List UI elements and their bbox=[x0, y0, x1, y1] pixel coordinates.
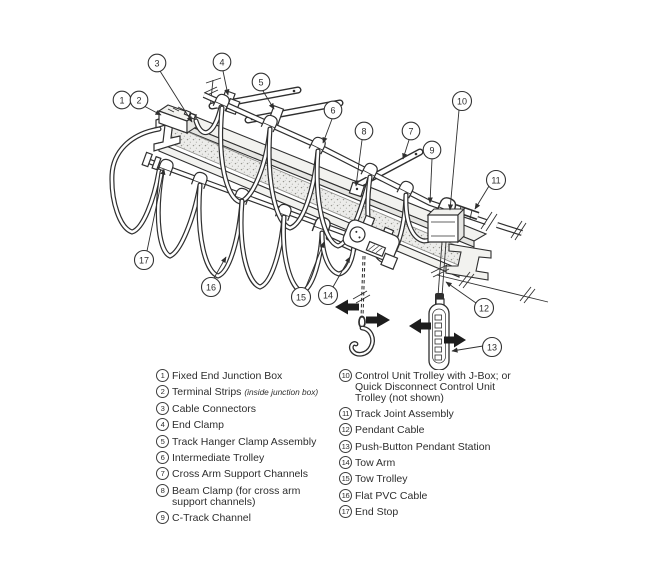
legend-num-8: 8 bbox=[156, 484, 169, 497]
legend-num-6: 6 bbox=[156, 451, 169, 464]
legend-num-9: 9 bbox=[156, 511, 169, 524]
callout-9 bbox=[423, 141, 441, 159]
legend-num-1: 1 bbox=[156, 369, 169, 382]
callout-12 bbox=[475, 299, 494, 318]
legend-item-14 bbox=[339, 458, 517, 469]
legend-label: Cross Arm Support Channels bbox=[172, 468, 308, 481]
callout-6 bbox=[324, 101, 342, 119]
legend-num-11: 11 bbox=[339, 407, 352, 420]
legend-item-1 bbox=[156, 371, 328, 382]
legend-item-12 bbox=[339, 425, 517, 436]
legend-item-16 bbox=[339, 491, 517, 502]
callout-16 bbox=[202, 278, 221, 297]
legend-label: End Stop bbox=[355, 506, 399, 519]
legend-label: End Clamp bbox=[172, 419, 224, 432]
legend-item-6 bbox=[156, 453, 328, 464]
legend-label: Push-Button Pendant Station bbox=[355, 440, 491, 453]
legend-num-10: 10 bbox=[339, 369, 352, 382]
svg-text:17: 17 bbox=[138, 255, 150, 266]
legend-label: Intermediate Trolley bbox=[172, 451, 265, 464]
legend-num-12: 12 bbox=[339, 423, 352, 436]
legend-label: Cable Connectors bbox=[172, 402, 257, 415]
callout-13 bbox=[483, 338, 502, 357]
arrow-right-icon bbox=[366, 313, 390, 328]
legend-item-2 bbox=[156, 387, 328, 398]
legend-num-16: 16 bbox=[339, 489, 352, 502]
callout-4 bbox=[213, 53, 231, 71]
callout-5 bbox=[252, 73, 270, 91]
svg-text:4: 4 bbox=[219, 57, 225, 68]
legend-label: Beam Clamp (for cross arm support channels) bbox=[172, 484, 301, 508]
svg-text:15: 15 bbox=[295, 292, 307, 303]
callout-7 bbox=[402, 122, 420, 140]
svg-text:1: 1 bbox=[119, 95, 125, 106]
legend-num-15: 15 bbox=[339, 472, 352, 485]
legend-item-17 bbox=[339, 507, 517, 518]
legend-num-4: 4 bbox=[156, 418, 169, 431]
callout-11 bbox=[487, 171, 506, 190]
svg-text:6: 6 bbox=[330, 105, 336, 116]
legend-right-column bbox=[339, 371, 517, 524]
legend-label: Terminal Strips (inside junction box) bbox=[172, 386, 319, 399]
legend-num-7: 7 bbox=[156, 467, 169, 480]
svg-text:2: 2 bbox=[136, 95, 142, 106]
legend-item-15 bbox=[339, 474, 517, 485]
legend-item-3 bbox=[156, 404, 328, 415]
legend-num-5: 5 bbox=[156, 435, 169, 448]
callout-3 bbox=[148, 54, 166, 72]
legend-label: Tow Arm bbox=[355, 456, 396, 469]
svg-text:8: 8 bbox=[361, 126, 367, 137]
svg-text:14: 14 bbox=[322, 290, 334, 301]
svg-text:16: 16 bbox=[205, 282, 217, 293]
legend-label: Pendant Cable bbox=[355, 424, 425, 437]
legend-num-17: 17 bbox=[339, 505, 352, 518]
legend-item-11 bbox=[339, 409, 517, 420]
legend-label: Tow Trolley bbox=[355, 473, 408, 486]
callout-17 bbox=[135, 251, 154, 270]
svg-text:9: 9 bbox=[429, 145, 435, 156]
arrow-left-icon bbox=[409, 319, 431, 334]
legend-label: Track Hanger Clamp Assembly bbox=[172, 435, 317, 448]
svg-text:3: 3 bbox=[154, 58, 160, 69]
legend-label: C-Track Channel bbox=[172, 511, 251, 524]
legend-item-5 bbox=[156, 437, 328, 448]
svg-text:11: 11 bbox=[491, 175, 501, 186]
svg-text:12: 12 bbox=[478, 303, 490, 314]
svg-text:13: 13 bbox=[486, 342, 498, 353]
legend-num-14: 14 bbox=[339, 456, 352, 469]
callout-8 bbox=[355, 122, 373, 140]
svg-text:7: 7 bbox=[408, 126, 414, 137]
pendant-station bbox=[429, 299, 449, 370]
callout-14 bbox=[319, 286, 338, 305]
callout-1 bbox=[113, 91, 131, 109]
control-unit-trolley-jbox bbox=[428, 209, 464, 242]
callout-2 bbox=[130, 91, 148, 109]
legend-num-13: 13 bbox=[339, 440, 352, 453]
legend-item-13 bbox=[339, 442, 517, 453]
callout-15 bbox=[292, 288, 311, 307]
legend-item-9 bbox=[156, 513, 328, 524]
legend-label: Flat PVC Cable bbox=[355, 489, 428, 502]
legend-item-10 bbox=[339, 371, 517, 403]
callout-10 bbox=[453, 92, 472, 111]
svg-text:10: 10 bbox=[456, 96, 468, 107]
svg-text:5: 5 bbox=[258, 77, 264, 88]
legend-num-2: 2 bbox=[156, 385, 169, 398]
legend-label: Track Joint Assembly bbox=[355, 407, 454, 420]
legend-item-4 bbox=[156, 420, 328, 431]
legend-item-8 bbox=[156, 486, 328, 508]
arrow-left-icon bbox=[335, 300, 359, 315]
legend-item-7 bbox=[156, 469, 328, 480]
legend-note: (inside junction box) bbox=[244, 387, 319, 398]
legend-label: Control Unit Trolley with J-Box; or Quick Disconnect Control Unit Trolley (not shown) bbox=[355, 370, 511, 404]
legend-num-3: 3 bbox=[156, 402, 169, 415]
legend-label: Fixed End Junction Box bbox=[172, 370, 283, 382]
legend-left-column bbox=[156, 371, 328, 529]
